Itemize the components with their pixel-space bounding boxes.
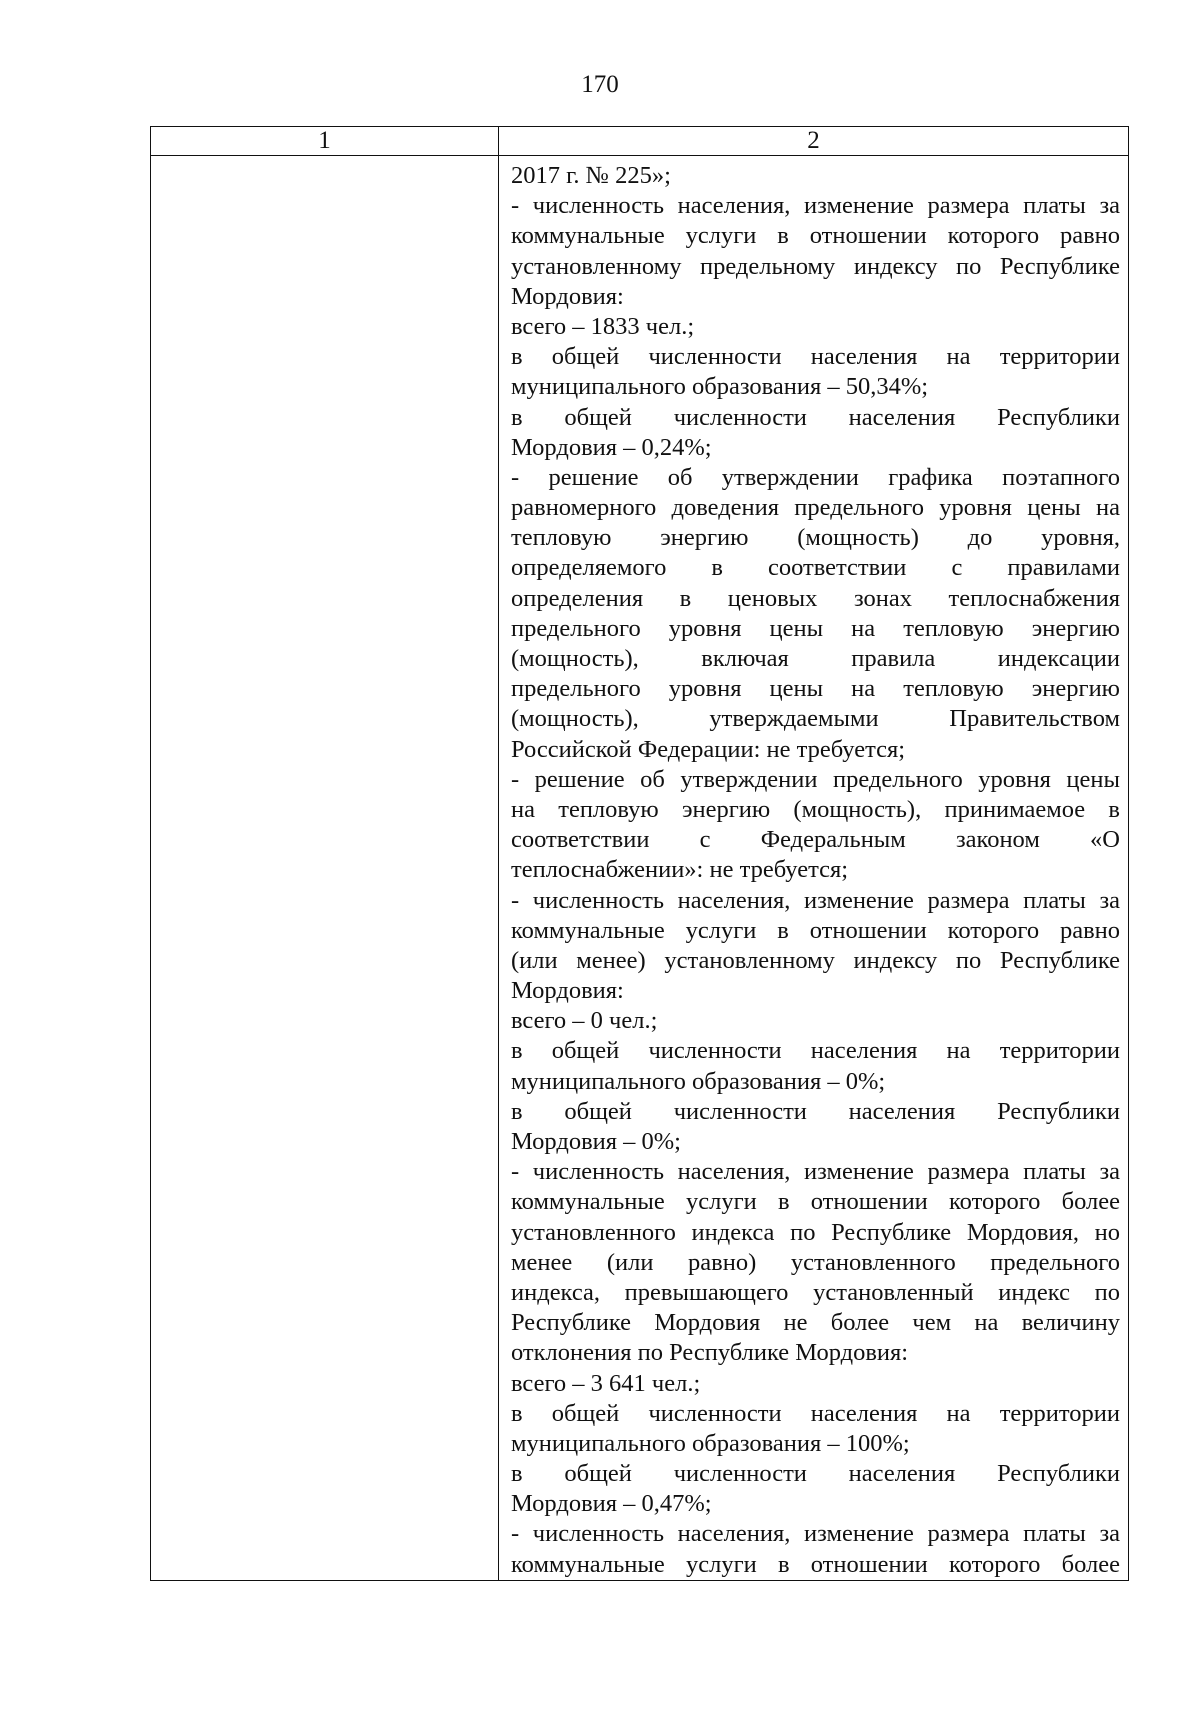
text-line: всего – 0 чел.; — [511, 1007, 658, 1035]
text-line: - численность населения, изменение размера платы за — [511, 1520, 1120, 1548]
text-line: теплоснабжении»: не требуется; — [511, 856, 849, 884]
text-line: определения в ценовых зонах теплоснабжения — [511, 584, 1120, 612]
text-line: всего – 1833 чел.; — [511, 312, 695, 340]
text-line: коммунальные услуги в отношении которого более — [511, 1550, 1120, 1578]
text-line: установленного индекса по Республике Мордовия, но — [511, 1218, 1120, 1246]
text-line: коммунальные услуги в отношении которого более — [511, 1188, 1120, 1216]
text-block — [511, 161, 1120, 1580]
text-line: в общей численности населения Республики — [511, 1097, 1120, 1125]
text-line: равномерного доведения предельного уровня цены на — [511, 494, 1120, 522]
text-line: в общей численности населения Республики — [511, 403, 1120, 431]
text-line: соответствии с Федеральным законом «О — [511, 826, 1120, 854]
text-line: установленному предельному индексу по Республике — [511, 252, 1120, 280]
text-line: - решение об утверждении предельного уровня цены — [511, 765, 1120, 793]
text-line: индекса, превышающего установленный индекс по — [511, 1278, 1120, 1306]
text-line: в общей численности населения Республики — [511, 1460, 1120, 1488]
text-line: Мордовия – 0,47%; — [511, 1490, 712, 1518]
text-line: в общей численности населения на территории — [511, 343, 1120, 371]
text-line: коммунальные услуги в отношении которого равно — [511, 916, 1120, 944]
text-line: - численность населения, изменение размера платы за — [511, 886, 1120, 914]
text-line: коммунальные услуги в отношении которого равно — [511, 222, 1120, 250]
column-header-1: 1 — [151, 127, 499, 156]
document-table — [150, 126, 1129, 1581]
text-line: - численность населения, изменение размера платы за — [511, 192, 1120, 220]
text-line: Республике Мордовия не более чем на величину — [511, 1309, 1120, 1337]
page-number: 170 — [581, 71, 619, 98]
table-header-row — [151, 127, 1129, 156]
column-1-cell — [151, 156, 499, 1581]
text-line: - решение об утверждении графика поэтапного — [511, 463, 1120, 491]
text-line: (мощность), включая правила индексации — [511, 645, 1120, 672]
text-line: в общей численности населения на территории — [511, 1037, 1120, 1065]
text-line: на тепловую энергию (мощность), принимаемое в — [511, 795, 1120, 823]
text-line: Мордовия – 0,24%; — [511, 433, 712, 461]
text-line: муниципального образования – 50,34%; — [511, 373, 929, 401]
text-line: муниципального образования – 0%; — [511, 1067, 886, 1095]
column-header-2: 2 — [499, 127, 1129, 156]
text-line: менее (или равно) установленного предельного — [511, 1248, 1120, 1276]
text-line: тепловую энергию (мощность) до уровня, — [511, 524, 1120, 552]
text-line: всего – 3 641 чел.; — [511, 1369, 701, 1397]
text-line: в общей численности населения на территории — [511, 1399, 1120, 1427]
table-row — [151, 156, 1129, 1581]
text-line: определяемого в соответствии с правилами — [511, 554, 1120, 582]
text-line: 2017 г. № 225»; — [511, 162, 671, 189]
text-line: муниципального образования – 100%; — [511, 1429, 910, 1457]
text-line: предельного уровня цены на тепловую энергию — [511, 614, 1120, 642]
text-line: Мордовия: — [511, 282, 624, 310]
text-line: Российской Федерации: не требуется; — [511, 735, 906, 763]
text-line: Мордовия – 0%; — [511, 1128, 681, 1155]
text-line: (мощность), утверждаемыми Правительством — [511, 705, 1120, 733]
column-2-cell — [499, 156, 1129, 1581]
text-line: отклонения по Республике Мордовия: — [511, 1339, 909, 1367]
text-line: (или менее) установленному индексу по Республике — [511, 946, 1120, 974]
text-line: - численность населения, изменение размера платы за — [511, 1158, 1120, 1186]
text-line: Мордовия: — [511, 977, 624, 1005]
text-line: предельного уровня цены на тепловую энергию — [511, 675, 1120, 703]
